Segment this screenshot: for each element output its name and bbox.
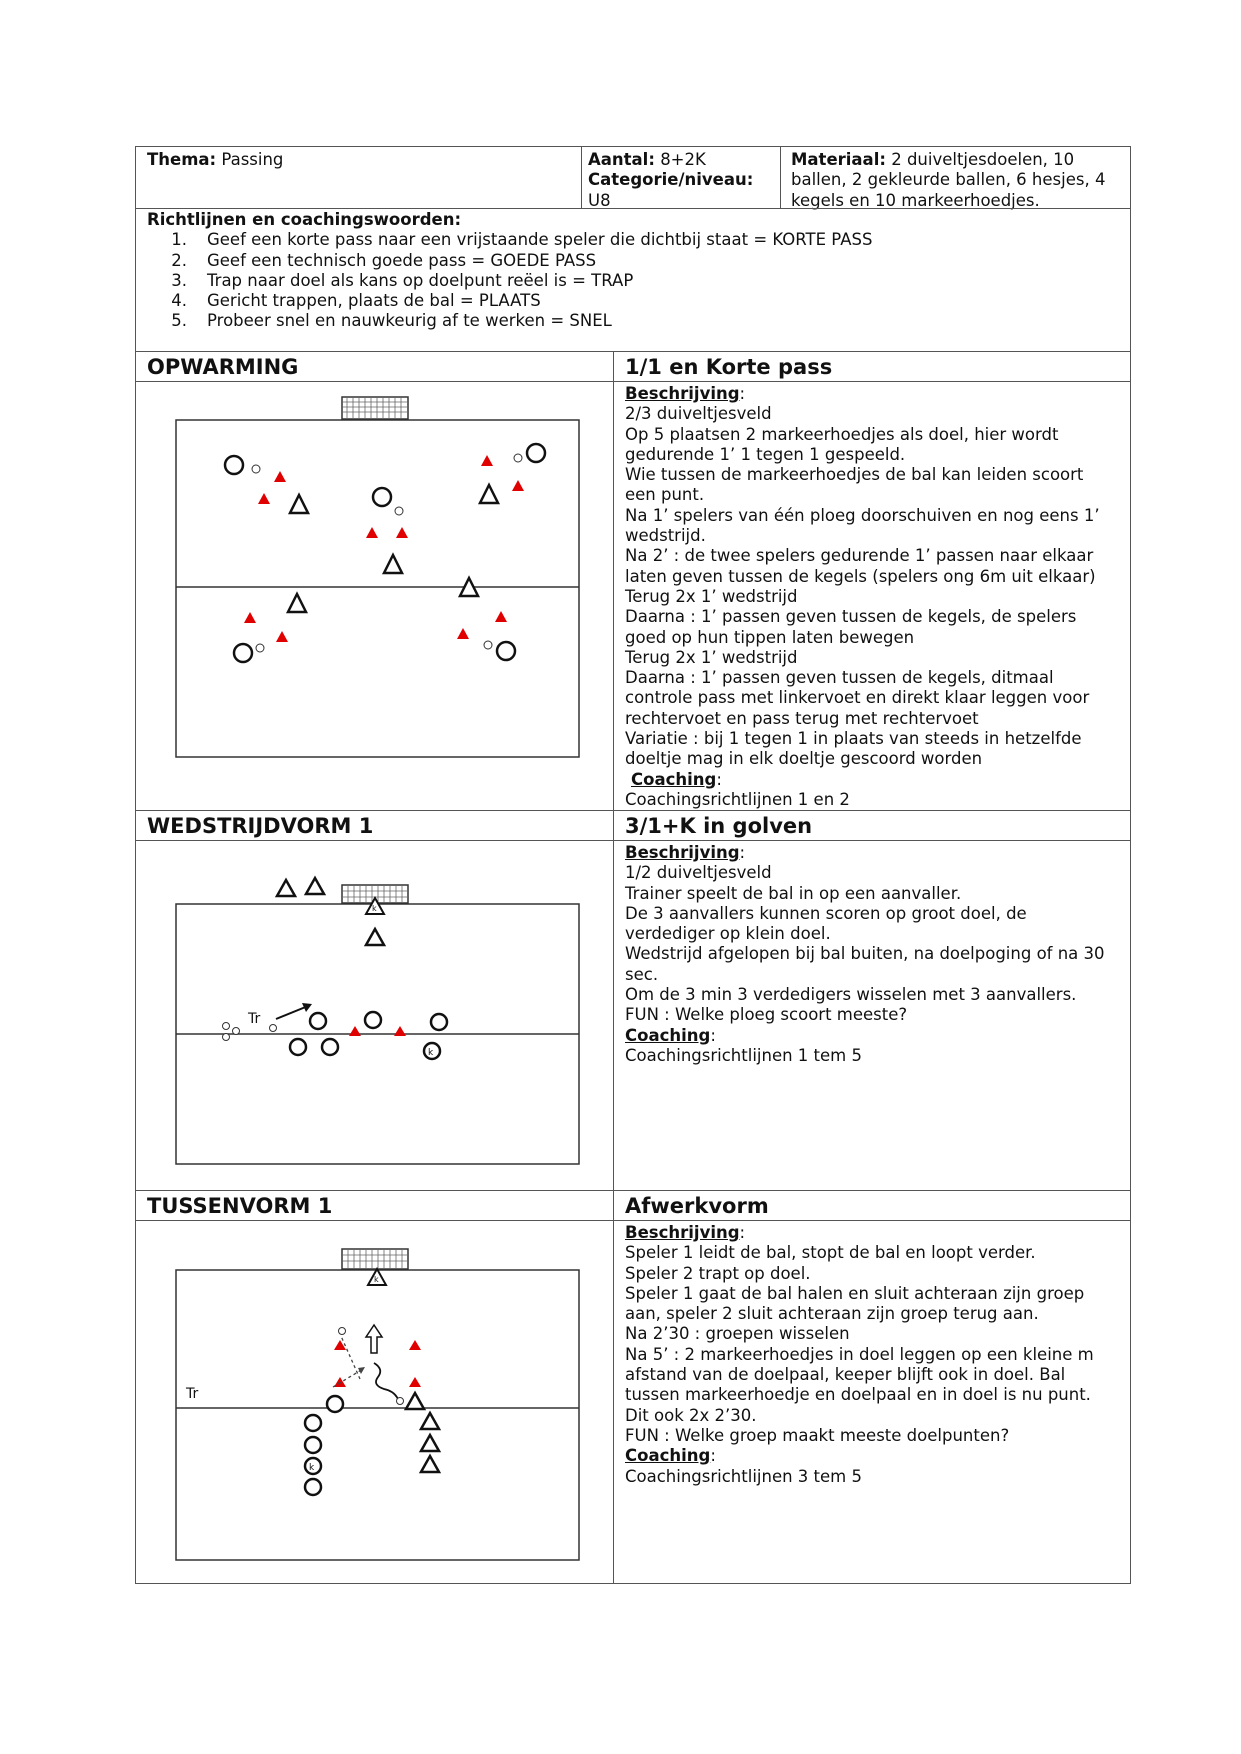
list-item: 2. Geef een technisch goede pass = GOEDE PASS: [171, 250, 597, 270]
description-line: Speler 1 leidt de bal, stopt de bal en loopt verder.: [625, 1243, 1036, 1263]
list-item: 3. Trap naar doel als kans op doelpunt reëel is = TRAP: [171, 270, 634, 290]
section-2-left-header: [135, 810, 614, 841]
material-line-3: kegels en 10 markeerhoedjes.: [791, 190, 1040, 210]
category-label: Categorie/niveau:: [588, 170, 754, 190]
description-line: 1/2 duiveltjesveld: [625, 863, 772, 883]
description-heading: Beschrijving: [625, 384, 740, 403]
description-line: sec.: [625, 964, 659, 984]
theme-value: Passing: [221, 150, 284, 169]
guidelines-list: [147, 230, 1130, 331]
description-line: Variatie : bij 1 tegen 1 in plaats van steeds in hetzelfde: [625, 729, 1082, 749]
category-value: U8: [588, 190, 611, 210]
description-line: Wedstrijd afgelopen bij bal buiten, na doelpoging of na 30: [625, 944, 1105, 964]
description-line: controle pass met linkervoet en direkt klaar leggen voor: [625, 688, 1090, 708]
description-line: laten geven tussen de kegels (spelers ong 6m uit elkaar): [625, 566, 1096, 586]
section-1-text-cell: Beschrijving: 2/3 duiveltjesveld Op 5 plaatsen 2 markeerhoedjes als doel, hier wordt gedurende 1’ 1 tegen 1 gespeeld. Wie tussen de markeerhoedjes de bal kan leiden scoort een punt. Na 1’ spelers van één ploeg doorschuiven en nog eens 1’ wedstrijd. Na 2’ : de twee spelers gedurende 1’ passen naar elkaar laten geven tussen de kegels (spelers ong 6m uit elkaar) Terug 2x 1’ wedstrijd Daarna : 1’ passen geven tussen de kegels, de spelers goed op hun tippen laten bewegen Terug 2x 1’ wedstrijd Daarna : 1’ passen geven tussen de kegels, ditmaal controle pass met linkervoet en direkt klaar leggen voor rechtervoet en pass terug met rechtervoet Variatie : bij 1 tegen 1 in plaats van steeds in hetzelfde doeltje mag in elk doeltje gescoord worden Coaching: Coachingsrichtlijnen 1 en 2: [613, 381, 1131, 811]
list-item: 1. Geef een korte pass naar een vrijstaande speler die dichtbij staat = KORTE PASS: [171, 230, 873, 250]
description-line: wedstrijd.: [625, 526, 706, 546]
coaching-heading: Coaching: [631, 769, 717, 789]
description-heading: Beschrijving: [625, 1223, 740, 1242]
description-line: Wie tussen de markeerhoedjes de bal kan leiden scoort: [625, 465, 1084, 485]
description-line: Om de 3 min 3 verdedigers wisselen met 3 aanvallers.: [625, 985, 1077, 1005]
drill-diagram-game: [136, 841, 612, 1190]
description-line: Terug 2x 1’ wedstrijd: [625, 647, 798, 667]
description-line: doeltje mag in elk doeltje gescoord worden: [625, 749, 983, 769]
section-3-right-header: [613, 1190, 1131, 1221]
section-1-subtitle: 1/1 en Korte pass: [625, 355, 833, 379]
coaching-heading: Coaching: [625, 1446, 711, 1466]
description-line: Na 2’ : de twee spelers gedurende 1’ passen naar elkaar: [625, 546, 1094, 566]
trainer-label: Tr: [248, 1011, 261, 1027]
description-line: tussen markeerhoedje en doelpaal en in doel is nu punt.: [625, 1385, 1091, 1405]
count-value: 8+2K: [660, 150, 706, 169]
section-2-text-cell: Beschrijving: 1/2 duiveltjesveld Trainer speelt de bal in op een aanvaller. De 3 aanvallers kunnen scoren op groot doel, de verdediger op klein doel. Wedstrijd afgelopen bij bal buiten, na doelpoging of na 30 sec. Om de 3 min 3 verdedigers wisselen met 3 aanvallers. FUN : Welke ploeg scoort meeste? Coaching: Coachingsrichtlijnen 1 tem 5: [613, 840, 1131, 1191]
coaching-text: Coachingsrichtlijnen 1 tem 5: [625, 1045, 862, 1065]
keeper-mark: k: [428, 1048, 434, 1058]
description-line: een punt.: [625, 485, 705, 505]
coaching-heading: Coaching: [625, 1025, 711, 1045]
section-1-right-header: [613, 351, 1131, 382]
description-line: Na 2’30 : groepen wisselen: [625, 1324, 850, 1344]
section-3-diagram-cell: [135, 1220, 614, 1584]
keeper-mark: k: [309, 1463, 315, 1473]
drill-diagram-warmup: [136, 382, 612, 810]
section-2-right-header: [613, 810, 1131, 841]
section-2-title: WEDSTRIJDVORM 1: [147, 814, 374, 838]
description-line: gedurende 1’ 1 tegen 1 gespeeld.: [625, 444, 906, 464]
trainer-label: Tr: [186, 1386, 199, 1402]
description-line: verdediger op klein doel.: [625, 924, 831, 944]
description-line: Trainer speelt de bal in op een aanvaller.: [625, 883, 962, 903]
section-3-text-cell: Beschrijving: Speler 1 leidt de bal, stopt de bal en loopt verder. Speler 2 trapt op doel. Speler 1 gaat de bal halen en sluit achteraan zijn groep aan, speler 2 sluit achteraan zijn groep terug aan. Na 2’30 : groepen wisselen Na 5’ : 2 markeerhoedjes in doel leggen op een kleine m afstand van de doelpaal, keeper blijft ook in doel. Bal tussen markeerhoedje en doelpaal en in doel is nu punt. Dit ook 2x 2’30. FUN : Welke groep maakt meeste doelpunten? Coaching: Coachingsrichtlijnen 3 tem 5: [613, 1220, 1131, 1584]
section-1-left-header: [135, 351, 614, 382]
count-cell: [581, 146, 781, 209]
description-line: Daarna : 1’ passen geven tussen de kegels, de spelers: [625, 607, 1077, 627]
description-line: Daarna : 1’ passen geven tussen de kegels, ditmaal: [625, 668, 1054, 688]
list-item: 5. Probeer snel en nauwkeurig af te werken = SNEL: [171, 311, 612, 331]
description-line: aan, speler 2 sluit achteraan zijn groep terug aan.: [625, 1304, 1039, 1324]
guidelines-cell: [135, 208, 1131, 352]
description-line: Na 1’ spelers van één ploeg doorschuiven en nog eens 1’: [625, 505, 1100, 525]
description-heading: Beschrijving: [625, 843, 740, 862]
material-label: Materiaal:: [791, 150, 886, 169]
description-line: FUN : Welke groep maakt meeste doelpunten?: [625, 1425, 1010, 1445]
description-line: Terug 2x 1’ wedstrijd: [625, 586, 798, 606]
guidelines-title: Richtlijnen en coachingswoorden:: [147, 210, 462, 229]
section-1-title: OPWARMING: [147, 355, 299, 379]
description-line: De 3 aanvallers kunnen scoren op groot doel, de: [625, 903, 1027, 923]
material-line-1: 2 duiveltjesdoelen, 10: [891, 150, 1075, 169]
coaching-text: Coachingsrichtlijnen 3 tem 5: [625, 1466, 862, 1486]
keeper-mark: k: [374, 1275, 379, 1284]
section-2-subtitle: 3/1+K in golven: [625, 814, 813, 838]
section-2-diagram-cell: [135, 840, 614, 1191]
drill-diagram-finishing: [136, 1221, 612, 1583]
description-line: Speler 1 gaat de bal halen en sluit achteraan zijn groep: [625, 1283, 1085, 1303]
section-3-subtitle: Afwerkvorm: [625, 1194, 769, 1218]
description-line: FUN : Welke ploeg scoort meeste?: [625, 1005, 908, 1025]
description-line: afstand van de doelpaal, keeper blijft ook in doel. Bal: [625, 1365, 1066, 1385]
section-3-title: TUSSENVORM 1: [147, 1194, 333, 1218]
coaching-text: Coachingsrichtlijnen 1 en 2: [625, 789, 850, 809]
count-label: Aantal:: [588, 150, 655, 169]
section-3-left-header: [135, 1190, 614, 1221]
section-1-diagram-cell: [135, 381, 614, 811]
description-line: Op 5 plaatsen 2 markeerhoedjes als doel, hier wordt: [625, 424, 1059, 444]
theme-cell: [135, 146, 582, 209]
description-line: rechtervoet en pass terug met rechtervoet: [625, 708, 979, 728]
description-line: Speler 2 trapt op doel.: [625, 1263, 811, 1283]
description-line: 2/3 duiveltjesveld: [625, 404, 772, 424]
theme-label: Thema:: [147, 150, 217, 169]
description-line: Na 5’ : 2 markeerhoedjes in doel leggen op een kleine m: [625, 1344, 1094, 1364]
material-line-2: ballen, 2 gekleurde ballen, 6 hesjes, 4: [791, 170, 1106, 190]
list-item: 4. Gericht trappen, plaats de bal = PLAATS: [171, 291, 541, 311]
material-cell: [780, 146, 1131, 209]
keeper-mark: k: [372, 904, 377, 913]
description-line: Dit ook 2x 2’30.: [625, 1405, 757, 1425]
description-line: goed op hun tippen laten bewegen: [625, 627, 915, 647]
